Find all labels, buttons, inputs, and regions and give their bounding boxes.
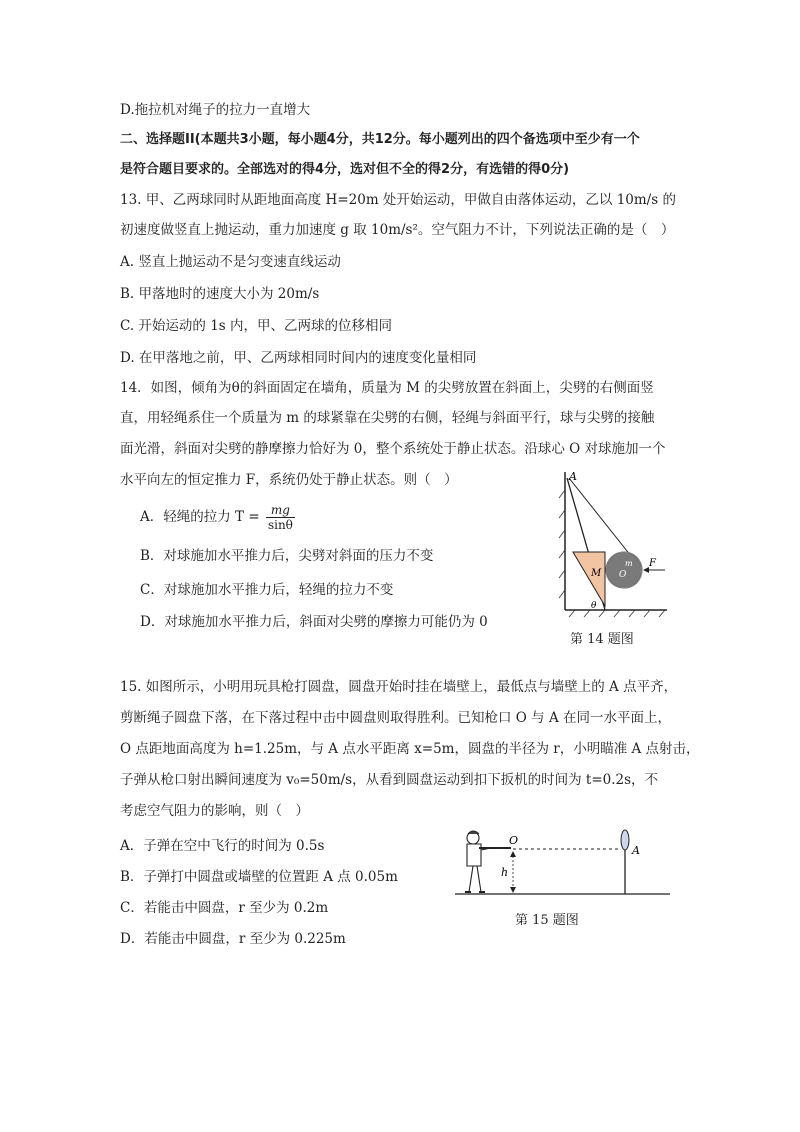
q14-fraction-denominator: sinθ <box>267 518 293 532</box>
q15-option-d: D．若能击中圆盘，r 至少为 0.225m <box>120 931 346 947</box>
q14-stem-line-2: 直，用轻绳系住一个质量为 m 的球紧靠在尖劈的右侧，轻绳与斜面平行，球与尖劈的接触 <box>120 410 655 426</box>
q15-figure <box>455 822 675 904</box>
prev-question-option-d: D.拖拉机对绳子的拉力一直增大 <box>120 102 311 118</box>
label-O: O <box>509 834 519 847</box>
q13-stem-line-1: 13. 甲、乙两球同时从距地面高度 H=20m 处开始运动，甲做自由落体运动，乙以 10m/s 的 <box>120 192 676 208</box>
wall-hatching <box>559 490 565 598</box>
label-theta: θ <box>591 601 597 611</box>
wedge-shape <box>573 552 605 606</box>
q15-stem-line-4: 子弹从枪口射出瞬间速度为 v₀=50m/s，从看到圆盘运动到扣下扳机的时间为 t=0.2s，不 <box>120 772 659 788</box>
q13-option-a: A. 竖直上抛运动不是匀变速直线运动 <box>120 254 341 270</box>
label-A: A <box>632 844 640 857</box>
q14-option-c: C．对球施加水平推力后，轻绳的拉力不变 <box>140 582 394 598</box>
q15-figure-caption: 第 15 题图 <box>515 913 579 928</box>
label-A: A <box>569 470 577 483</box>
q15-stem-line-5: 考虑空气阻力的影响，则（ ） <box>120 803 309 819</box>
label-F: F <box>649 558 656 569</box>
q14-option-a-prefix: A．轻绳的拉力 T = <box>140 509 260 525</box>
label-O: O <box>619 570 627 580</box>
shooter-leg-left <box>469 866 473 892</box>
label-m: m <box>625 559 633 568</box>
height-arrow-top <box>510 851 516 857</box>
section-header-line-2: 是符合题目要求的。全部选对的得4分，选对但不全的得2分，有选错的得0分) <box>120 162 570 177</box>
label-M: M <box>591 568 602 579</box>
q14-option-a <box>140 503 295 532</box>
section-header-line-1: 二、选择题II(本题共3小题，每小题4分，共12分。每小题列出的四个备选项中至少有一个 <box>120 132 640 147</box>
q13-option-b: B. 甲落地时的速度大小为 20m/s <box>120 286 320 302</box>
q14-figure-caption: 第 14 题图 <box>570 632 634 647</box>
q14-stem-line-3: 面光滑，斜面对尖劈的静摩擦力恰好为 0，整个系统处于静止状态。沿球心 O 对球施加一个 <box>120 441 666 457</box>
q15-option-a: A．子弹在空中飞行的时间为 0.5s <box>120 838 325 854</box>
q13-stem-line-2: 初速度做竖直上抛运动，重力加速度 g 取 10m/s²。空气阻力不计，下列说法正确的是（ ） <box>120 222 675 238</box>
q14-option-b: B．对球施加水平推力后，尖劈对斜面的压力不变 <box>140 548 434 564</box>
q13-option-d: D. 在甲落地之前，甲、乙两球相同时间内的速度变化量相同 <box>120 350 477 366</box>
disc-shape <box>621 830 629 850</box>
q14-stem-line-4: 水平向左的恒定推力 F，系统仍处于静止状态。则（ ） <box>120 472 458 488</box>
q14-option-a-fraction <box>266 503 295 532</box>
q15-option-c: C．若能击中圆盘，r 至少为 0.2m <box>120 900 329 916</box>
q14-fraction-numerator: mg <box>266 503 295 518</box>
ground-hatching <box>569 610 665 617</box>
shooter-leg-right <box>477 866 481 892</box>
q14-option-d: D．对球施加水平推力后，斜面对尖劈的摩擦力可能仍为 0 <box>140 614 488 630</box>
q13-option-c: C. 开始运动的 1s 内，甲、乙两球的位移相同 <box>120 318 393 334</box>
shooter-hair <box>468 831 479 834</box>
label-h: h <box>501 866 509 879</box>
q15-option-b: B．子弹打中圆盘或墙壁的位置距 A 点 0.05m <box>120 869 398 885</box>
q14-stem-line-1: 14．如图，倾角为θ的斜面固定在墙角，质量为 M 的尖劈放置在斜面上，尖劈的右侧面竖 <box>120 380 654 396</box>
shooter-body <box>467 844 481 866</box>
shooter-figure <box>465 831 511 892</box>
q14-figure <box>545 470 675 620</box>
q15-stem-line-3: O 点距地面高度为 h=1.25m，与 A 点水平距离 x=5m，圆盘的半径为 r，小明瞄准 A 点射击， <box>120 741 700 757</box>
q15-stem-line-1: 15. 如图所示，小明用玩具枪打圆盘，圆盘开始时挂在墙壁上，最低点与墙壁上的 A 点平齐， <box>120 679 678 695</box>
q15-stem-line-2: 剪断绳子圆盘下落，在下落过程中击中圆盘则取得胜利。已知枪口 O 与 A 在同一水平面上， <box>120 710 671 726</box>
height-arrow-bottom <box>510 887 516 893</box>
